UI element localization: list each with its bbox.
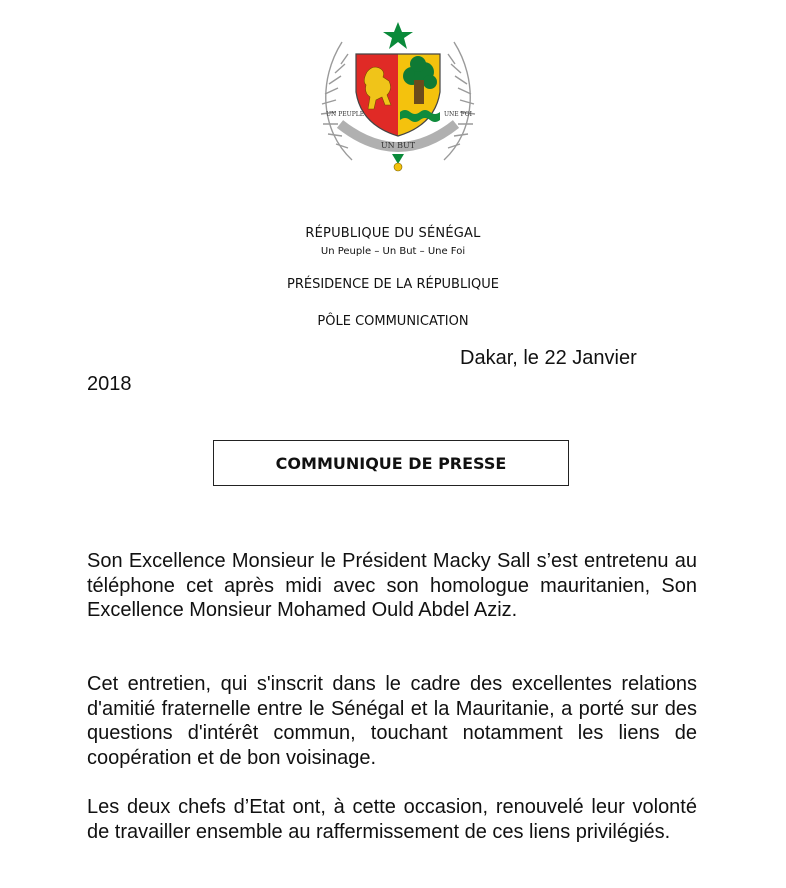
department-heading: PÔLE COMMUNICATION (317, 314, 469, 329)
national-motto: Un Peuple – Un But – Une Foi (320, 246, 466, 257)
ribbon-right-text: UNE FOI (444, 111, 473, 118)
press-release-title: COMMUNIQUE DE PRESSE (213, 440, 569, 486)
body-paragraph-3: Les deux chefs d’Etat ont, à cette occasion, renouvelé leur volonté de travailler ensemble au raffermissement de ces liens privilégiés. (87, 796, 697, 843)
body-paragraph-2: Cet entretien, qui s'inscrit dans le cadre des excellentes relations d'amitié fraternelle entre le Sénégal et la Mauritanie, a porté sur des questions d'intérêt commun, touchant notamment les liens de coopération et de bon voisinage. (87, 673, 697, 769)
body-paragraph-1: Son Excellence Monsieur le Président Macky Sall s’est entretenu au téléphone cet après midi avec son homologue mauritanien, Son Excellence Monsieur Mohamed Ould Abdel Aziz. (87, 550, 697, 621)
ribbon-bottom-text: UN BUT (380, 141, 416, 150)
presidency-heading: PRÉSIDENCE DE LA RÉPUBLIQUE (286, 277, 500, 292)
country-heading: RÉPUBLIQUE DU SÉNÉGAL (305, 226, 481, 241)
dateline-year: 2018 (87, 373, 132, 395)
coat-of-arms-icon (312, 20, 484, 172)
ribbon-left-text: UN PEUPLE (326, 111, 365, 118)
green-star-icon (383, 22, 413, 49)
dateline-place-date: Dakar, le 22 Janvier (460, 347, 637, 369)
